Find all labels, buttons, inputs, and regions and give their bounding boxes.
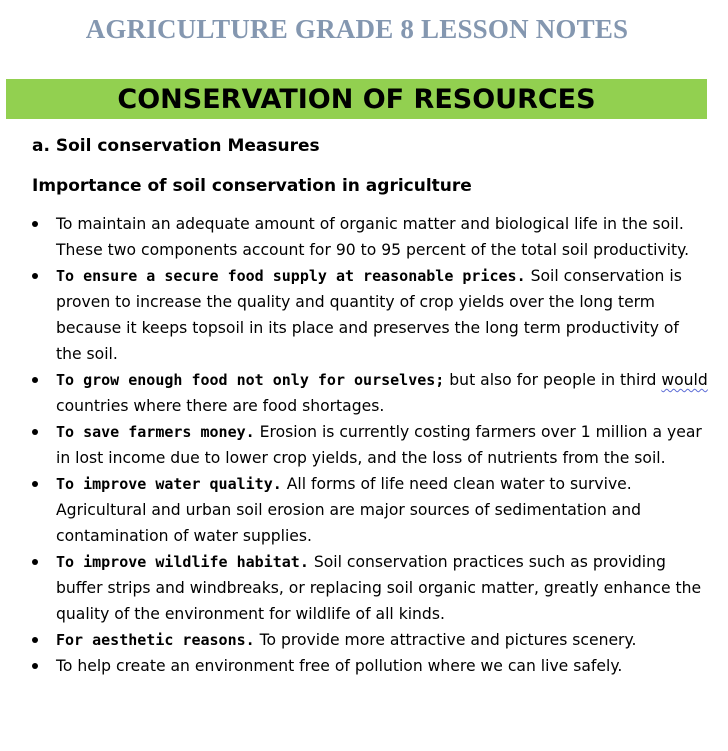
bullet-text-after: countries where there are food shortages. <box>56 397 385 415</box>
bullet-text: To help create an environment free of pollution where we can live safely. <box>56 657 623 675</box>
bullet-lead: To grow enough food not only for ourselves; <box>56 371 445 389</box>
bullet-lead: To save farmers money. <box>56 423 255 441</box>
spellcheck-word[interactable]: would <box>661 371 708 389</box>
bullet-icon <box>32 273 38 279</box>
bullet-icon <box>32 637 38 643</box>
list-item <box>32 471 708 549</box>
bullet-icon <box>32 481 38 487</box>
bullet-lead: To improve water quality. <box>56 475 282 493</box>
document-title: AGRICULTURE GRADE 8 LESSON NOTES <box>85 14 629 44</box>
list-item <box>32 653 708 679</box>
bullet-icon <box>32 663 38 669</box>
bullet-text: To maintain an adequate amount of organic matter and biological life in the soil. These two components account for 90 to 95 percent of the total soil productivity. <box>56 215 690 259</box>
bullet-lead: To ensure a secure food supply at reasonable prices. <box>56 267 526 285</box>
bullet-text: Erosion is currently costing farmers over 1 million a year in lost income due to lower crop yields, and the loss of nutrients from the soil. <box>56 423 702 467</box>
section-heading: a. Soil conservation Measures <box>32 136 320 156</box>
bullet-icon <box>32 377 38 383</box>
banner-title: CONSERVATION OF RESOURCES <box>117 84 596 115</box>
list-item <box>32 263 708 367</box>
section-banner <box>6 79 707 119</box>
list-item <box>32 211 708 263</box>
list-item <box>32 627 708 653</box>
bullet-text: but also for people in third <box>444 371 662 389</box>
list-item <box>32 367 708 419</box>
bullet-text: All forms of life need clean water to survive. Agricultural and urban soil erosion are major sources of sedimentation and contamination of water supplies. <box>56 475 642 545</box>
bullet-lead: To improve wildlife habitat. <box>56 553 309 571</box>
bullet-text: Soil conservation practices such as providing buffer strips and windbreaks, or replacing soil organic matter, greatly enhance the quality of the environment for wildlife of all kinds. <box>56 553 702 623</box>
bullet-icon <box>32 429 38 435</box>
bullet-icon <box>32 559 38 565</box>
list-item <box>32 419 708 471</box>
sub-heading: Importance of soil conservation in agriculture <box>32 176 472 196</box>
bullet-lead: For aesthetic reasons. <box>56 631 255 649</box>
bullet-icon <box>32 221 38 227</box>
importance-bullet-list <box>32 211 708 679</box>
bullet-text: Soil conservation is proven to increase the quality and quantity of crop yields over the long term because it keeps topsoil in its place and preserves the long term productivity of the soil. <box>56 267 682 363</box>
bullet-text: To provide more attractive and pictures scenery. <box>254 631 637 649</box>
list-item <box>32 549 708 627</box>
